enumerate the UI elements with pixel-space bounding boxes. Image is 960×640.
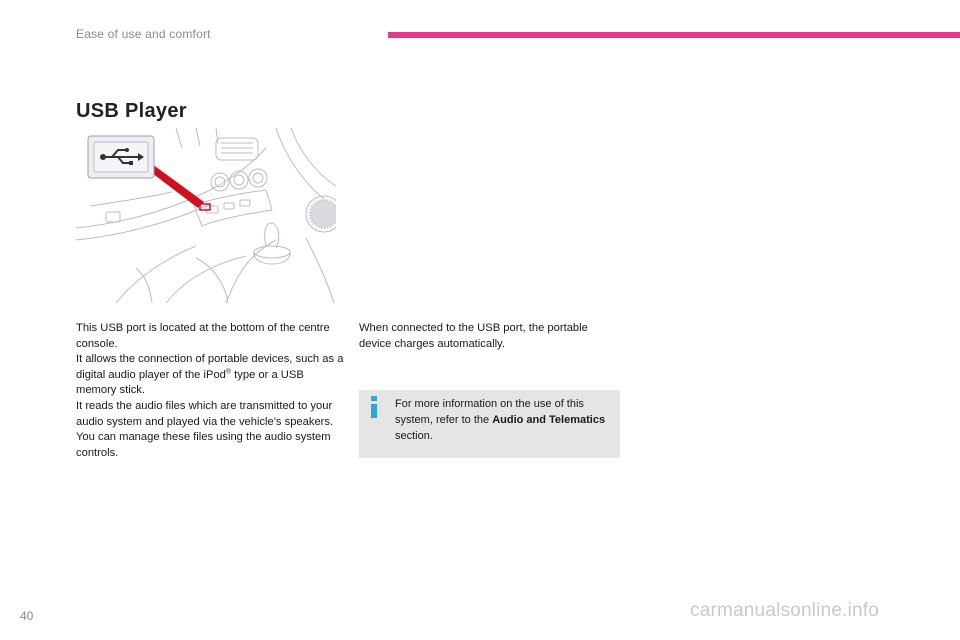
connection-text-end: type or a USB memory stick. [76, 368, 304, 397]
left-text-column [76, 321, 346, 461]
paragraph-connection [76, 352, 346, 399]
info-text [395, 396, 610, 444]
connection-text-start: It allows the connection of portable devices, such as a digital audio player of the iPod [76, 353, 344, 381]
paragraph-audio: It reads the audio files which are transmitted to your audio system and played via the vehicle's speakers. [76, 399, 334, 428]
registered-mark: ® [225, 368, 232, 376]
paragraph-location: This USB port is located at the bottom of the centre console. [76, 322, 330, 350]
page-number: 40 [20, 609, 34, 623]
info-text-start: For more information on the use of this system, refer to the [395, 398, 584, 426]
usb-port-inset [88, 136, 154, 178]
header-accent-bar [388, 32, 960, 38]
paragraph-controls: You can manage these files using the audio system controls. [76, 431, 331, 459]
info-box [359, 390, 620, 458]
paragraph-charging: When connected to the USB port, the portable device charges automatically. [359, 322, 588, 350]
page-title: USB Player [76, 100, 187, 122]
info-icon [371, 396, 377, 418]
pointer-arrow [148, 164, 204, 208]
speaker-grille [306, 196, 336, 232]
info-text-end: section. [395, 430, 433, 442]
right-text-column [359, 321, 619, 352]
dashboard-illustration [76, 128, 336, 303]
watermark: carmanualsonline.info [690, 600, 880, 621]
section-header: Ease of use and comfort [76, 27, 211, 41]
info-link-section: Audio and Telematics [492, 414, 606, 426]
